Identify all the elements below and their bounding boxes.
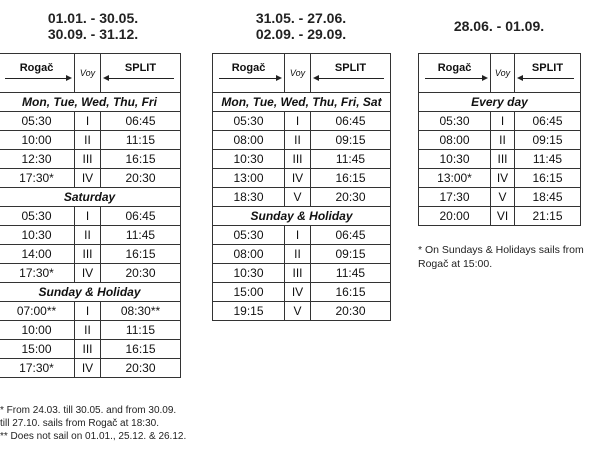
period-heading-1 xyxy=(6,10,180,42)
voyage-number: III xyxy=(75,245,101,264)
voyage-number: IV xyxy=(491,169,515,188)
origin-header: Rogač xyxy=(213,54,285,93)
origin-header: Rogač xyxy=(0,54,75,93)
table-row xyxy=(213,131,391,150)
departure-time: 17:30* xyxy=(0,169,75,188)
footnote-line: * On Sundays & Holidays sails from xyxy=(418,244,584,256)
departure-time: 13:00 xyxy=(213,169,285,188)
departure-time: 12:30 xyxy=(0,150,75,169)
arrival-time: 21:15 xyxy=(515,207,581,226)
section-title-row xyxy=(0,283,181,302)
arrival-time: 18:45 xyxy=(515,188,581,207)
voyage-number: II xyxy=(285,131,311,150)
table-row xyxy=(213,302,391,321)
table-row xyxy=(419,150,581,169)
voyage-header: Voy xyxy=(491,54,515,93)
departure-time: 10:30 xyxy=(213,264,285,283)
voyage-number: I xyxy=(491,112,515,131)
table-row xyxy=(0,321,181,340)
departure-time: 13:00* xyxy=(419,169,491,188)
section-title: Saturday xyxy=(0,188,181,207)
footnote-line: Rogač at 15:00. xyxy=(418,258,493,270)
departure-time: 20:00 xyxy=(419,207,491,226)
departure-time: 14:00 xyxy=(0,245,75,264)
arrival-time: 20:30 xyxy=(311,188,391,207)
arrival-time: 20:30 xyxy=(101,169,181,188)
voyage-header: Voy xyxy=(75,54,101,93)
arrival-time: 11:45 xyxy=(101,226,181,245)
arrival-time: 16:15 xyxy=(101,340,181,359)
voyage-number: I xyxy=(285,226,311,245)
table-row xyxy=(213,112,391,131)
departure-time: 15:00 xyxy=(213,283,285,302)
arrow-left-icon xyxy=(523,78,574,79)
table-row xyxy=(213,188,391,207)
table-row xyxy=(419,131,581,150)
voyage-number: VI xyxy=(491,207,515,226)
arrival-time: 20:30 xyxy=(101,264,181,283)
period-line: 28.06. - 01.09. xyxy=(453,18,545,34)
arrival-time: 09:15 xyxy=(311,131,391,150)
period-heading-2 xyxy=(212,10,390,42)
voyage-number: III xyxy=(285,264,311,283)
table-row xyxy=(213,283,391,302)
arrival-time: 11:45 xyxy=(515,150,581,169)
footnote-line: * From 24.03. till 30.05. and from 30.09. xyxy=(0,405,177,416)
table-row xyxy=(419,169,581,188)
voyage-number: II xyxy=(75,226,101,245)
header-row xyxy=(0,54,181,93)
departure-time: 10:00 xyxy=(0,131,75,150)
table-row xyxy=(0,112,181,131)
arrival-time: 09:15 xyxy=(311,245,391,264)
arrival-time: 11:15 xyxy=(101,131,181,150)
table-row xyxy=(419,112,581,131)
arrival-time: 20:30 xyxy=(311,302,391,321)
table-row xyxy=(0,169,181,188)
voyage-number: III xyxy=(75,340,101,359)
arrival-time: 06:45 xyxy=(515,112,581,131)
section-title-row xyxy=(0,188,181,207)
departure-time: 05:30 xyxy=(213,226,285,245)
table-row xyxy=(0,131,181,150)
timetable-3 xyxy=(418,53,581,226)
table-row xyxy=(0,359,181,378)
period-line: 31.05. - 27.06. xyxy=(255,10,347,26)
voyage-number: I xyxy=(75,302,101,321)
departure-time: 17:30 xyxy=(419,188,491,207)
voyage-number: I xyxy=(75,112,101,131)
arrow-left-icon xyxy=(319,78,384,79)
section-title: Sunday & Holiday xyxy=(213,207,391,226)
voyage-number: II xyxy=(75,321,101,340)
voyage-number: II xyxy=(491,131,515,150)
departure-time: 08:00 xyxy=(213,245,285,264)
voyage-number: IV xyxy=(75,264,101,283)
departure-time: 17:30* xyxy=(0,359,75,378)
departure-time: 17:30* xyxy=(0,264,75,283)
table-row xyxy=(419,188,581,207)
section-title-row xyxy=(213,93,391,112)
voyage-number: II xyxy=(75,131,101,150)
departure-time: 18:30 xyxy=(213,188,285,207)
arrival-time: 06:45 xyxy=(311,226,391,245)
table-row xyxy=(213,169,391,188)
voyage-number: III xyxy=(75,150,101,169)
table-row xyxy=(0,302,181,321)
section-title: Every day xyxy=(419,93,581,112)
period-line: 02.09. - 29.09. xyxy=(255,26,347,42)
footnote-line: ** Does not sail on 01.01., 25.12. & 26.12. xyxy=(0,431,187,442)
arrival-time: 16:15 xyxy=(311,283,391,302)
section-title: Mon, Tue, Wed, Thu, Fri xyxy=(0,93,181,112)
voyage-number: V xyxy=(285,302,311,321)
voyage-number: IV xyxy=(285,283,311,302)
voyage-number: V xyxy=(285,188,311,207)
arrival-time: 09:15 xyxy=(515,131,581,150)
table-row xyxy=(213,264,391,283)
table-row xyxy=(419,207,581,226)
departure-time: 10:30 xyxy=(419,150,491,169)
departure-time: 08:00 xyxy=(213,131,285,150)
footnote xyxy=(418,243,584,271)
arrival-time: 11:45 xyxy=(311,264,391,283)
footnote-line: till 27.10. sails from Rogač at 18:30. xyxy=(0,418,159,429)
table-row xyxy=(0,245,181,264)
arrival-time: 16:15 xyxy=(515,169,581,188)
departure-time: 10:00 xyxy=(0,321,75,340)
departure-time: 07:00** xyxy=(0,302,75,321)
timetable-1 xyxy=(0,53,181,378)
voyage-number: III xyxy=(491,150,515,169)
arrow-right-icon xyxy=(219,78,276,79)
voyage-number: IV xyxy=(75,169,101,188)
arrival-time: 16:15 xyxy=(101,150,181,169)
departure-time: 05:30 xyxy=(213,112,285,131)
voyage-number: IV xyxy=(285,169,311,188)
voyage-number: I xyxy=(75,207,101,226)
departure-time: 05:30 xyxy=(419,112,491,131)
departure-time: 05:30 xyxy=(0,112,75,131)
departure-time: 05:30 xyxy=(0,207,75,226)
arrow-right-icon xyxy=(425,78,482,79)
table-row xyxy=(213,150,391,169)
destination-header: SPLIT xyxy=(515,54,581,93)
section-title-row xyxy=(419,93,581,112)
departure-time: 15:00 xyxy=(0,340,75,359)
arrival-time: 20:30 xyxy=(101,359,181,378)
arrow-right-icon xyxy=(5,78,66,79)
departure-time: 19:15 xyxy=(213,302,285,321)
header-row xyxy=(213,54,391,93)
arrival-time: 06:45 xyxy=(101,112,181,131)
voyage-number: V xyxy=(491,188,515,207)
destination-header: SPLIT xyxy=(311,54,391,93)
table-row xyxy=(0,264,181,283)
destination-header: SPLIT xyxy=(101,54,181,93)
departure-time: 10:30 xyxy=(213,150,285,169)
period-line: 30.09. - 31.12. xyxy=(47,26,139,42)
section-title-row xyxy=(213,207,391,226)
table-row xyxy=(0,207,181,226)
timetable-2 xyxy=(212,53,391,321)
arrival-time: 06:45 xyxy=(311,112,391,131)
table-row xyxy=(0,226,181,245)
section-title: Sunday & Holiday xyxy=(0,283,181,302)
arrival-time: 16:15 xyxy=(311,169,391,188)
table-row xyxy=(0,340,181,359)
period-heading-3 xyxy=(418,18,580,34)
footnote xyxy=(0,404,186,443)
voyage-number: IV xyxy=(75,359,101,378)
section-title-row xyxy=(0,93,181,112)
arrival-time: 11:45 xyxy=(311,150,391,169)
departure-time: 08:00 xyxy=(419,131,491,150)
arrival-time: 16:15 xyxy=(101,245,181,264)
period-line: 01.01. - 30.05. xyxy=(47,10,139,26)
voyage-number: III xyxy=(285,150,311,169)
voyage-header: Voy xyxy=(285,54,311,93)
voyage-number: II xyxy=(285,245,311,264)
table-row xyxy=(0,150,181,169)
arrival-time: 08:30** xyxy=(101,302,181,321)
departure-time: 10:30 xyxy=(0,226,75,245)
table-row xyxy=(213,245,391,264)
origin-header: Rogač xyxy=(419,54,491,93)
arrival-time: 06:45 xyxy=(101,207,181,226)
arrow-left-icon xyxy=(109,78,174,79)
header-row xyxy=(419,54,581,93)
arrival-time: 11:15 xyxy=(101,321,181,340)
section-title: Mon, Tue, Wed, Thu, Fri, Sat xyxy=(213,93,391,112)
table-row xyxy=(213,226,391,245)
voyage-number: I xyxy=(285,112,311,131)
